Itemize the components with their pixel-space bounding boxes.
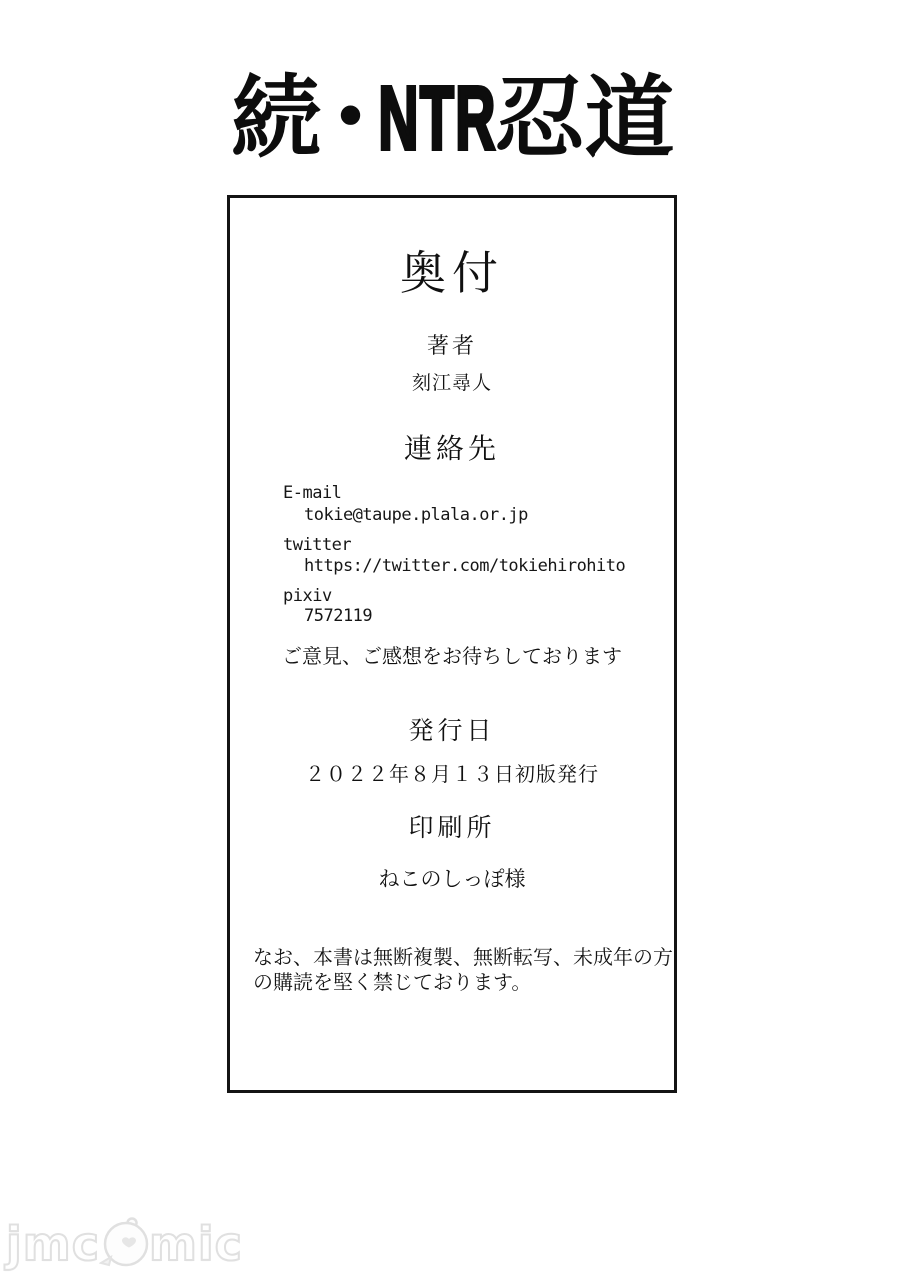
- feedback-note: ご意見、ご感想をお待ちしております: [282, 646, 622, 668]
- title-kanji: 忍道: [494, 69, 675, 169]
- title-zoku: 続: [231, 69, 322, 169]
- watermark-mascot-icon: [99, 1213, 151, 1274]
- author-name: 刻江尋人: [411, 373, 492, 394]
- printer-section-label: 印刷所: [408, 814, 496, 842]
- publication-date: ２０２２年８月１３日初版発行: [305, 764, 599, 786]
- contact-section-label: 連絡先: [403, 433, 500, 464]
- title-separator-dot: ・: [305, 69, 396, 169]
- contact-pixiv-id: 7572119: [304, 606, 373, 626]
- watermark-text-left: jmc: [6, 1216, 100, 1271]
- colophon-box: [227, 195, 677, 1093]
- watermark: [6, 1213, 243, 1274]
- contact-twitter-label: twitter: [283, 535, 352, 555]
- colophon-heading: 奥付: [400, 247, 504, 299]
- disclaimer-text: なお、本書は無断複製、無断転写、未成年の方の購読を堅く禁じております。: [253, 947, 673, 994]
- contact-twitter-url: https://twitter.com/tokiehirohito: [304, 556, 626, 576]
- title-ntr: NTR: [377, 69, 497, 169]
- publication-section-label: 発行日: [408, 717, 496, 745]
- watermark-text-right: mic: [148, 1216, 243, 1271]
- contact-pixiv-label: pixiv: [283, 586, 332, 606]
- author-section-label: 著者: [426, 333, 477, 358]
- contact-email-value: tokie@taupe.plala.or.jp: [304, 505, 528, 525]
- printer-name: ねこのしっぽ様: [378, 868, 526, 891]
- page-title: [0, 69, 906, 169]
- contact-email-label: E-mail: [283, 483, 342, 503]
